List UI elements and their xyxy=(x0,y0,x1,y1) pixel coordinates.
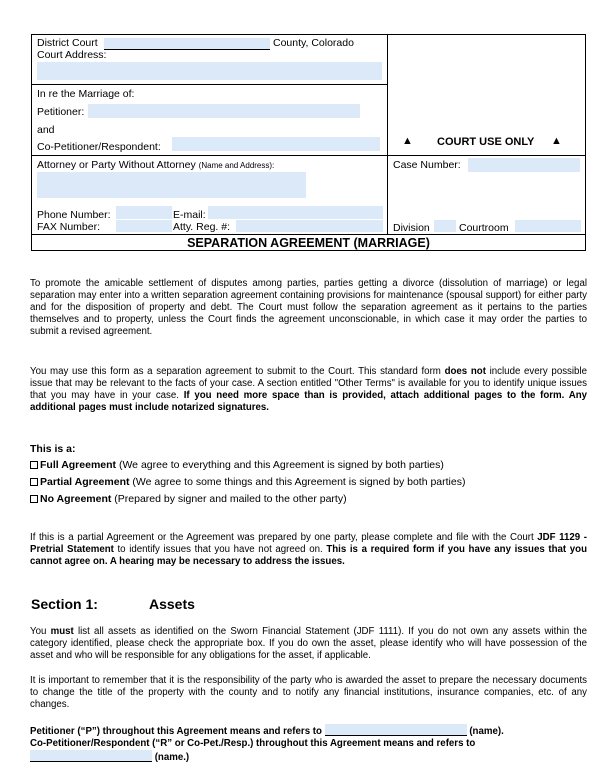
district-court-field[interactable] xyxy=(104,38,270,50)
caption-rule-in-re xyxy=(31,84,387,85)
section-1-number: Section 1: xyxy=(31,596,98,612)
court-address-label: Court Address: xyxy=(37,49,107,61)
phone-field[interactable] xyxy=(116,206,172,219)
option-partial-agreement[interactable] xyxy=(30,476,465,488)
intro-paragraph-2 xyxy=(30,366,587,414)
petitioner-label: Petitioner: xyxy=(37,106,85,118)
no-agreement-checkbox[interactable] xyxy=(30,495,38,503)
petitioner-def-suffix: (name). xyxy=(469,726,504,737)
form-title: SEPARATION AGREEMENT (MARRIAGE) xyxy=(187,236,430,250)
full-agreement-checkbox[interactable] xyxy=(30,461,38,469)
full-agreement-label: Full Agreement xyxy=(40,459,117,471)
caption-rule-title xyxy=(31,234,586,235)
s1-p1-c: list all assets as identified on the Sworn Financial Statement (JDF 1111). If you do not own any assets within the category identified, please check the appropriate box. If you do own the asset, please identify who will have possession of the asset and who will be responsible for any obligations for the asset, if applicable. xyxy=(30,626,587,661)
email-field[interactable] xyxy=(208,206,383,219)
agreement-type-heading: This is a: xyxy=(30,443,76,455)
in-re-label: In re the Marriage of: xyxy=(37,88,135,100)
intro-p2-d: If you need more space than is provided, attach additional pages to the form. Any additional pages must include notarized signatures. xyxy=(30,390,587,413)
fax-field[interactable] xyxy=(116,220,172,232)
court-use-only-label: COURT USE ONLY xyxy=(437,136,535,148)
full-agreement-desc: (We agree to everything and this Agreement is signed by both parties) xyxy=(116,459,444,471)
petitioner-def-text: Petitioner (“P”) throughout this Agreement means and refers to xyxy=(30,726,322,737)
intro-p2-a: You may use this form as a separation agreement to submit to the Court. This standard form xyxy=(30,366,445,377)
division-field[interactable] xyxy=(434,220,456,232)
atty-reg-label: Atty. Reg. #: xyxy=(173,221,230,233)
partial-agreement-desc: (We agree to some things and this Agreement is signed by both parties) xyxy=(129,476,466,488)
option-no-agreement[interactable] xyxy=(30,493,347,505)
atty-reg-field[interactable] xyxy=(236,220,383,232)
co-petitioner-field[interactable] xyxy=(172,137,380,151)
partial-note-a: If this is a partial Agreement or the Agreement was prepared by one party, please complete and file with the Court xyxy=(30,532,538,543)
section-1-title: Assets xyxy=(149,596,195,612)
court-use-triangle-right: ▲ xyxy=(551,135,562,147)
caption-rule-attorney xyxy=(31,155,586,156)
courtroom-label: Courtroom xyxy=(459,222,509,234)
court-address-field[interactable] xyxy=(37,62,382,80)
intro-paragraph-1: To promote the amicable settlement of disputes among parties, parties getting a divorce (dissolution of marriage) or legal separation may enter into a written separation agreement containing provisions for maintenance (spousal support) for either party and for the disposition of property and debt. The Court must follow the separation agreement as it pertains to the parties themselves and to property, unless the Court finds the agreement unconscionable, in which case it may order the parties to submit a revised agreement. xyxy=(30,278,587,337)
caption-divider-vertical xyxy=(387,34,388,234)
email-label: E-mail: xyxy=(173,209,206,221)
partial-agreement-note xyxy=(30,532,587,568)
petitioner-name-field[interactable] xyxy=(325,724,467,736)
petitioner-field[interactable] xyxy=(88,104,360,118)
intro-p2-b: does not xyxy=(444,366,486,377)
fax-label: FAX Number: xyxy=(37,221,101,233)
attorney-label-note: (Name and Address): xyxy=(198,161,275,170)
partial-agreement-checkbox[interactable] xyxy=(30,478,38,486)
option-full-agreement[interactable] xyxy=(30,459,444,471)
district-court-label: District Court xyxy=(37,37,98,49)
s1-p1-a: You xyxy=(30,626,51,637)
phone-label: Phone Number: xyxy=(37,209,111,221)
no-agreement-desc: (Prepared by signer and mailed to the other party) xyxy=(111,493,347,505)
case-number-field[interactable] xyxy=(468,158,580,172)
partial-agreement-label: Partial Agreement xyxy=(40,476,130,488)
petitioner-definition xyxy=(30,724,587,764)
partial-note-c: to identify issues that you have not agreed on. xyxy=(113,544,327,555)
court-use-triangle-left: ▲ xyxy=(402,135,413,147)
attorney-name-address-field[interactable] xyxy=(37,172,306,198)
division-label: Division xyxy=(393,222,430,234)
co-pet-name-field[interactable] xyxy=(30,750,152,762)
co-pet-def-suffix: (name.) xyxy=(154,752,190,763)
and-label: and xyxy=(37,124,55,136)
section-1-paragraph-2: It is important to remember that it is the responsibility of the party who is awarded the asset to prepare the necessary documents to change the title of the property with the county and to notify any financial institutions, insurance companies, etc. of any changes. xyxy=(30,675,587,710)
co-pet-def-text: Co-Petitioner/Respondent (“R” or Co-Pet./Resp.) throughout this Agreement means and refers to xyxy=(30,738,476,749)
attorney-label xyxy=(37,159,274,172)
s1-p1-b: must xyxy=(50,626,74,637)
section-1-paragraph-1 xyxy=(30,626,587,662)
courtroom-field[interactable] xyxy=(515,220,581,232)
intro-p2-c: include every possible issue that may be relevant to the facts of your case. A section entitled "Other Terms" is available for you to identify unique issues that you may have in your case. xyxy=(30,366,587,401)
co-petitioner-label: Co-Petitioner/Respondent: xyxy=(37,141,161,153)
attorney-label-text: Attorney or Party Without Attorney xyxy=(37,159,196,171)
no-agreement-label: No Agreement xyxy=(40,493,112,505)
partial-note-b: JDF 1129 - Pretrial Statement xyxy=(30,532,587,555)
case-number-label: Case Number: xyxy=(393,159,461,171)
county-label: County, Colorado xyxy=(273,37,354,49)
partial-note-d: This is a required form if you have any issues that you cannot agree on. A hearing may be necessary to address the issues. xyxy=(30,544,587,567)
